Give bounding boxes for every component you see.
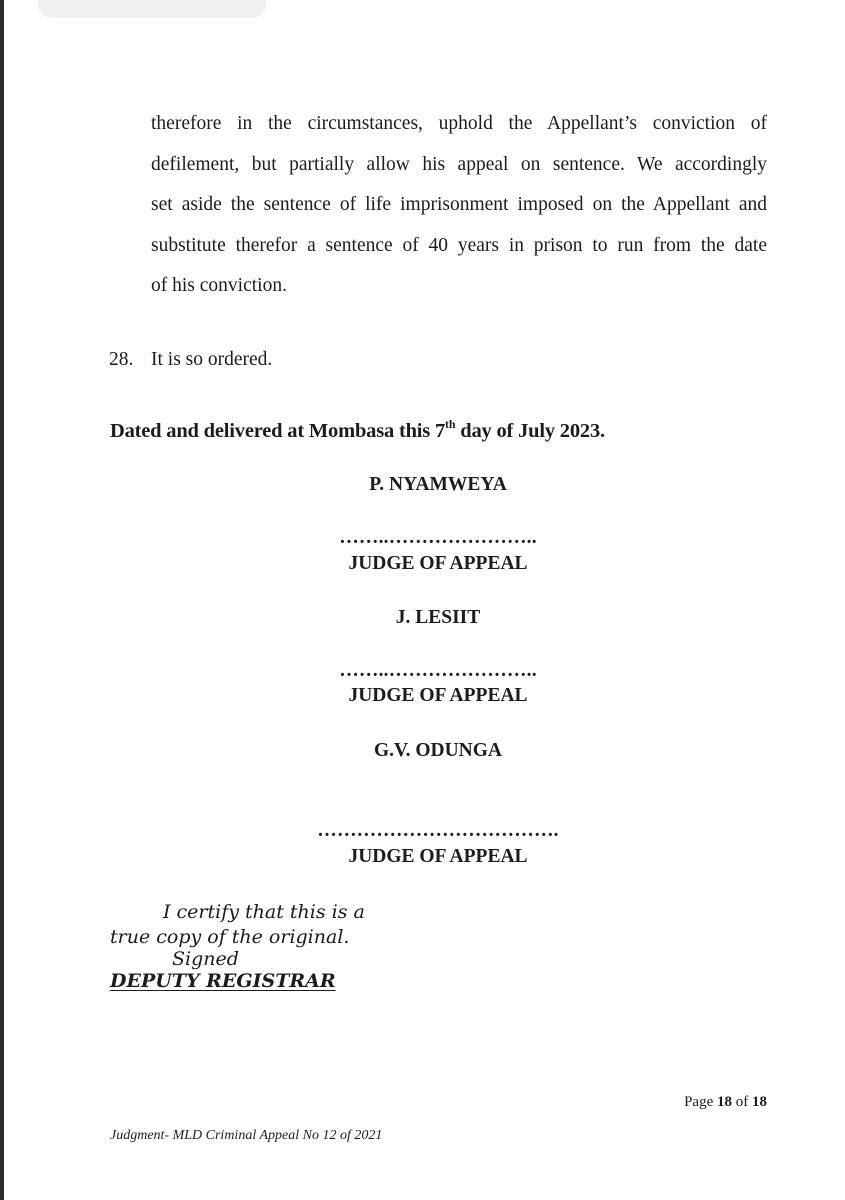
signature-dots: ……..………………….. — [339, 527, 537, 548]
paragraph-line: defilement, but partially allow his appeal on sentence. We accordingly — [151, 153, 767, 175]
page-number — [684, 1094, 767, 1111]
toolbar-pill — [38, 0, 266, 18]
page-total: 18 — [752, 1094, 767, 1110]
judge-title: JUDGE OF APPEAL — [348, 846, 528, 867]
certification-signed: Signed — [172, 948, 239, 970]
page-label: Page — [684, 1094, 714, 1110]
judge-name: P. NYAMWEYA — [369, 474, 507, 495]
case-reference-footer: Judgment- MLD Criminal Appeal No 12 of 2021 — [110, 1128, 383, 1143]
paragraph-line: therefore in the circumstances, uphold the Appellant’s conviction of — [151, 113, 767, 134]
dated-delivered-line — [110, 417, 605, 443]
judge-name: J. LESIIT — [395, 607, 481, 628]
judge-title: JUDGE OF APPEAL — [348, 553, 528, 574]
paragraph-line: of his conviction. — [151, 275, 287, 296]
dated-superscript: th — [445, 417, 456, 431]
judge-name: G.V. ODUNGA — [373, 740, 503, 761]
dated-suffix: day of July 2023. — [455, 420, 605, 442]
certification-line: I certify that this is a — [163, 901, 365, 923]
paragraph-line: set aside the sentence of life imprisonment imposed on the Appellant and — [151, 194, 767, 215]
paragraph-line: substitute therefor a sentence of 40 years in prison to run from the date — [151, 234, 767, 256]
signature-dots: ……..………………….. — [339, 660, 537, 681]
order-statement: It is so ordered. — [151, 349, 273, 370]
page-current: 18 — [717, 1094, 732, 1110]
certification-line: true copy of the original. — [110, 926, 350, 948]
judgment-paragraph — [151, 104, 767, 307]
page-edge — [0, 0, 4, 1200]
signature-dots: ………………………………. — [317, 820, 559, 841]
page-of: of — [735, 1094, 749, 1110]
deputy-registrar: DEPUTY REGISTRAR — [110, 970, 336, 992]
paragraph-number: 28. — [109, 349, 134, 370]
judge-title: JUDGE OF APPEAL — [348, 685, 528, 706]
dated-prefix: Dated and delivered at Mombasa this 7 — [110, 420, 446, 442]
